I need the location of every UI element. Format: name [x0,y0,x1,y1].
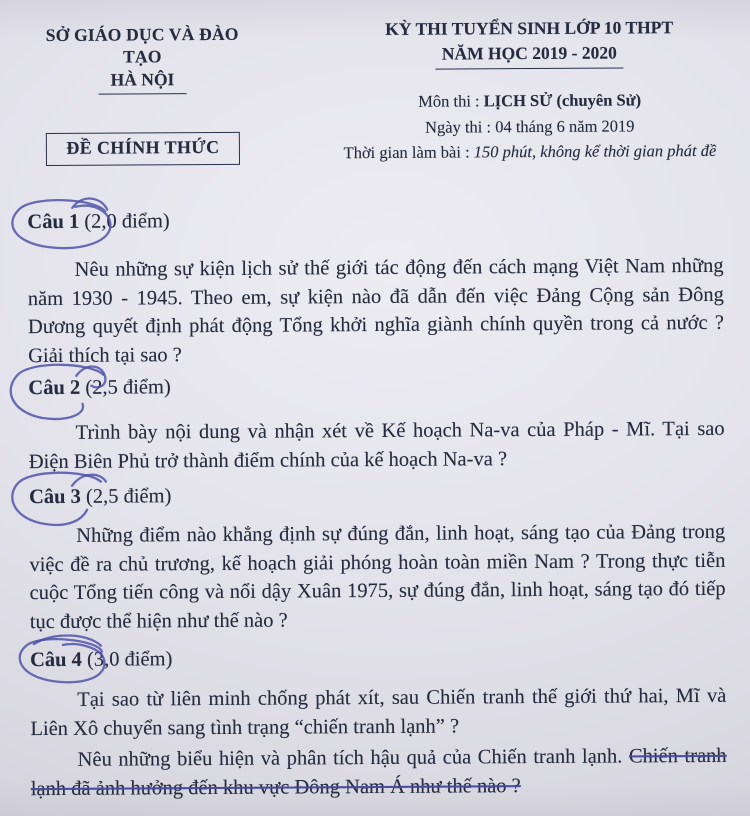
question-3-points: (2,5 điểm) [85,485,172,508]
exam-header [0,0,749,168]
issuer-city [26,67,258,95]
issuer-name: SỞ GIÁO DỤC VÀ ĐÀO TẠO [45,23,239,67]
exam-title-block [258,16,739,166]
question-1-number: Câu 1 [27,210,80,234]
date-line: Ngày thi : 04 tháng 6 năm 2019 [425,115,635,137]
exam-year [320,40,738,71]
question-1-body: Nêu những sự kiện lịch sử thế giới tác động đến cách mạng Việt Nam những năm 1930 - 1945. Theo em, sự kiện nào đã dẫn đến việc Đảng Cộng sản Đông Dương quyết định phát động Tổng khởi nghĩa giành chính quyền trong cả nước ? Giải thích tại sao ? [27,254,725,367]
exam-year-text: NĂM HỌC 2019 - 2020 [435,40,624,69]
exam-title: KỲ THI TUYỂN SINH LỚP 10 THPT [385,17,674,39]
question-2-body: Trình bày nội dung và nhận xét về Kế hoạch Na-va của Pháp - Mĩ. Tại sao Điện Biên Phủ trở thành điểm chính của kế hoạch Na-va ? [28,417,725,473]
subject-value: LỊCH SỬ (chuyên Sử) [483,90,642,111]
question-1-row [27,207,170,236]
duration-value: 150 phút, không kể thời gian phát đề [473,140,717,162]
question-4-points: (3,0 điểm) [86,648,173,671]
duration-line [321,138,739,166]
question-2-number: Câu 2 [28,376,81,400]
duration-label: Thời gian làm bài : [343,142,474,163]
question-4-row [30,645,173,674]
subject-label: Môn thi : [418,91,484,111]
question-4-body-2-normal: Nêu những biểu hiện và phân tích hậu quả của Chiến tranh lạnh. [77,745,630,771]
question-4-body-1: Tại sao từ liên minh chống phát xít, sau Chiến tranh thế giới thứ hai, Mĩ và Liên Xô chuyển sang tình trạng “chiến tranh lạnh” ? [30,684,727,740]
question-3-number: Câu 3 [28,485,81,509]
subject-line [321,87,739,115]
issuer-block [26,19,259,168]
exam-meta [321,87,739,166]
official-exam-stamp: ĐỀ CHÍNH THỨC [46,132,239,166]
official-stamp-wrap [27,132,259,166]
question-4-body-2 [31,742,727,803]
question-2-row [28,373,171,402]
question-4-number: Câu 4 [29,648,82,672]
question-3-row [29,482,172,511]
question-4-body-2-struck-text: Chiến tranh lạnh đã ảnh hưởng đến khu vực Đông Nam Á như thế nào ? [30,744,727,800]
question-2-points: (2,5 điểm) [85,376,171,399]
question-3-body: Những điểm nào khẳng định sự đúng đắn, linh hoạt, sáng tạo của Đảng trong việc đề ra chủ trương, kế hoạch giải phóng hoàn toàn miền Nam ? Trong thực tiễn cuộc Tổng tiến công và nổi dậy Xuân 1975, sự đúng đắn, linh hoạt, sáng tạo đó tiếp tục được thể hiện như thế nào ? [29,520,726,633]
issuer-city-text: HÀ NỘI [99,67,187,95]
question-1-points: (2,0 điểm) [84,210,170,233]
